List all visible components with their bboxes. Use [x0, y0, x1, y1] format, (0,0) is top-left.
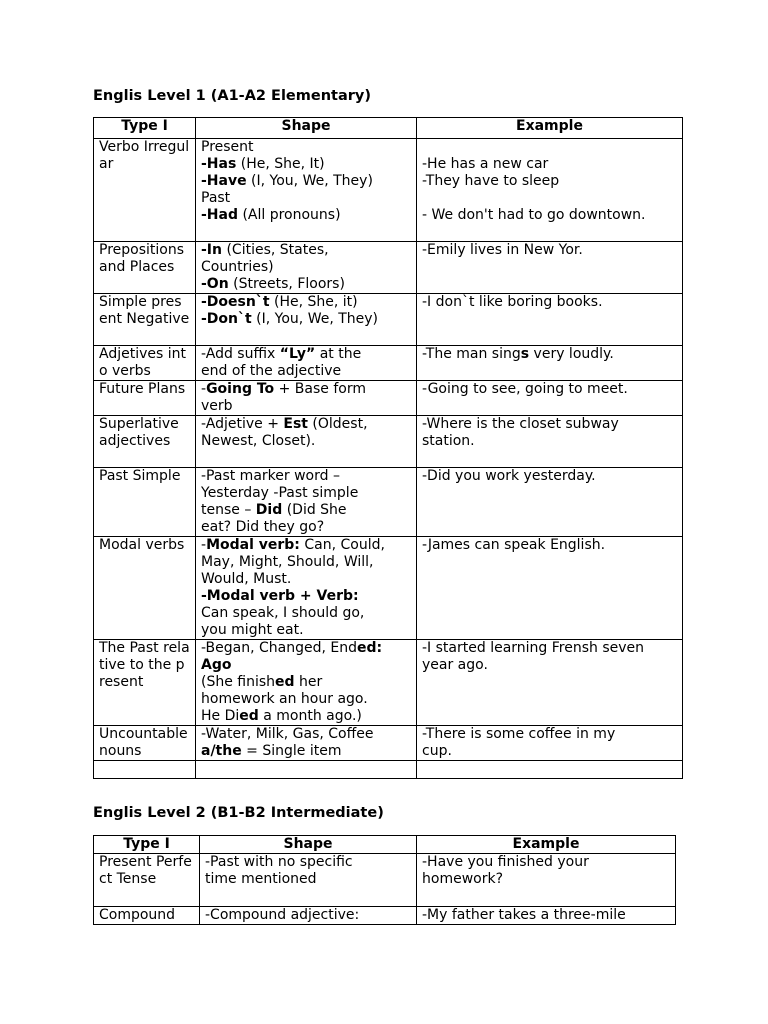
cell-line [201, 605, 411, 622]
text: -Water, Milk, Gas, Coffee [201, 726, 374, 742]
cell-line [422, 726, 677, 743]
text: (I, You, We, They) [246, 173, 373, 189]
text: -Compound adjective: [205, 907, 360, 923]
shape-cell [196, 242, 417, 294]
type-label: Superlative adjectives [99, 416, 179, 449]
cell-line [201, 173, 411, 190]
text: -My father takes a three-mile [422, 907, 626, 923]
example-cell [417, 761, 683, 779]
cell-line [205, 907, 411, 924]
cell-line [422, 190, 677, 207]
text: homework? [422, 871, 503, 887]
shape-cell [196, 416, 417, 468]
level1-grammar-table [93, 117, 683, 779]
cell-line [201, 259, 411, 276]
table-row [94, 761, 683, 779]
text: eat? Did they go? [201, 519, 325, 535]
cell-line [422, 207, 677, 224]
bold-text: ed: [357, 640, 383, 656]
cell-line [201, 743, 411, 760]
cell-line [422, 871, 670, 888]
example-cell [417, 294, 683, 346]
type-label: Simple present Negative [99, 294, 190, 327]
text: -Did you work yesterday. [422, 468, 596, 484]
cell-line [201, 416, 411, 433]
text: -Going to see, going to meet. [422, 381, 628, 397]
cell-line [201, 588, 411, 605]
cell-line [201, 519, 411, 536]
text: - [201, 537, 207, 553]
shape-cell [196, 726, 417, 761]
shape-cell [196, 537, 417, 640]
table-row [94, 294, 683, 346]
cell-line [422, 743, 677, 760]
text: at the [315, 346, 362, 362]
text: very loudly. [529, 346, 614, 362]
text: station. [422, 433, 475, 449]
text: Countries) [201, 259, 274, 275]
cell-line [201, 674, 411, 691]
type-cell [94, 761, 196, 779]
cell-line [205, 871, 411, 888]
cell-line [422, 640, 677, 657]
example-cell [417, 139, 683, 242]
bold-text: -In [201, 242, 222, 258]
column-header-shape: Shape [196, 118, 417, 139]
type-cell [94, 242, 196, 294]
cell-line [422, 416, 677, 433]
bold-text: Modal verb: [206, 537, 300, 553]
example-cell [417, 381, 683, 416]
table-row [94, 640, 683, 726]
type-cell [94, 346, 196, 381]
example-cell [417, 726, 683, 761]
type-cell [94, 726, 196, 761]
cell-line [422, 537, 677, 554]
text: -Add suffix [201, 346, 280, 362]
type-cell [94, 294, 196, 346]
text: -Began, Changed, End [201, 640, 358, 656]
text: time mentioned [205, 871, 317, 887]
text: end of the adjective [201, 363, 342, 379]
column-header-type: Type I [94, 836, 200, 854]
column-header-shape: Shape [200, 836, 417, 854]
text: you might eat. [201, 622, 304, 638]
level2-title: Englis Level 2 (B1-B2 Intermediate) [93, 805, 384, 821]
cell-line [201, 468, 411, 485]
text: (Streets, Floors) [228, 276, 345, 292]
bold-text: -Modal verb + Verb: [201, 588, 359, 604]
cell-line [422, 854, 670, 871]
cell-line [201, 242, 411, 259]
cell-line [201, 622, 411, 639]
type-cell [94, 468, 196, 537]
text: -The man sing [422, 346, 521, 362]
type-cell [94, 854, 200, 907]
table-row [94, 854, 676, 907]
cell-line [201, 657, 411, 674]
text: Newest, Closet). [201, 433, 316, 449]
text: a month ago.) [258, 708, 362, 724]
cell-line [201, 276, 411, 293]
shape-cell [200, 907, 417, 925]
bold-text: -Has [201, 156, 237, 172]
shape-cell [196, 381, 417, 416]
shape-cell [196, 346, 417, 381]
cell-line [201, 433, 411, 450]
bold-text: ed [275, 674, 295, 690]
cell-line [201, 381, 411, 398]
cell-line [201, 207, 411, 224]
bold-text: Ago [201, 657, 232, 673]
example-cell [417, 416, 683, 468]
text: Yesterday -Past simple [201, 485, 359, 501]
text: year ago. [422, 657, 488, 673]
cell-line [201, 363, 411, 380]
text: Can, Could, [299, 537, 385, 553]
bold-text: a/the [201, 743, 242, 759]
level2-grammar-table [93, 835, 676, 925]
bold-text: ed [239, 708, 259, 724]
example-cell [417, 537, 683, 640]
cell-line [201, 571, 411, 588]
shape-cell [196, 640, 417, 726]
table-row [94, 907, 676, 925]
shape-cell [200, 854, 417, 907]
text: -Have you finished your [422, 854, 589, 870]
bold-text: -Don`t [201, 311, 252, 327]
text: -There is some coffee in my [422, 726, 616, 742]
bold-text: Did [255, 502, 283, 518]
type-cell [94, 139, 196, 242]
cell-line [422, 381, 677, 398]
text: -They have to sleep [422, 173, 560, 189]
text: -Past marker word – [201, 468, 340, 484]
table-row [94, 242, 683, 294]
type-label: Uncountable nouns [99, 726, 188, 759]
cell-line [201, 726, 411, 743]
shape-cell [196, 468, 417, 537]
text: cup. [422, 743, 452, 759]
text: -Adjetive + [201, 416, 284, 432]
shape-cell [196, 761, 417, 779]
text: homework an hour ago. [201, 691, 368, 707]
shape-cell [196, 139, 417, 242]
cell-line [422, 173, 677, 190]
type-label: Present Perfect Tense [99, 854, 192, 887]
type-label: Prepositions and Places [99, 242, 185, 275]
cell-line [422, 139, 677, 156]
text: -James can speak English. [422, 537, 606, 553]
bold-text: s [520, 346, 530, 362]
example-cell [417, 346, 683, 381]
type-label: The Past relative to the present [99, 640, 190, 690]
bold-text: “Ly” [279, 346, 316, 362]
text: -He has a new car [422, 156, 549, 172]
type-cell [94, 381, 196, 416]
cell-line [201, 311, 411, 328]
text: -Past with no specific [205, 854, 353, 870]
text: (Oldest, [307, 416, 368, 432]
type-cell [94, 537, 196, 640]
column-header-example: Example [417, 836, 676, 854]
text: -I don`t like boring books. [422, 294, 603, 310]
type-cell [94, 640, 196, 726]
cell-line [422, 294, 677, 311]
example-cell [417, 242, 683, 294]
text: - We don't had to go downtown. [422, 207, 646, 223]
type-cell [94, 416, 196, 468]
cell-line [422, 468, 677, 485]
type-label: Modal verbs [99, 537, 185, 553]
type-label: Adjetives into verbs [99, 346, 186, 379]
table-row [94, 537, 683, 640]
bold-text: -Doesn`t [201, 294, 270, 310]
bold-text: Est [283, 416, 308, 432]
cell-line [201, 537, 411, 554]
cell-line [201, 691, 411, 708]
cell-line [201, 502, 411, 519]
cell-line [422, 156, 677, 173]
table-row [94, 416, 683, 468]
cell-line [201, 640, 411, 657]
text: (Cities, States, [222, 242, 329, 258]
cell-line [422, 346, 677, 363]
table-row [94, 381, 683, 416]
column-header-example: Example [417, 118, 683, 139]
text: Would, Must. [201, 571, 292, 587]
cell-line [201, 156, 411, 173]
bold-text: Going To [206, 381, 275, 397]
cell-line [201, 139, 411, 156]
text: Can speak, I should go, [201, 605, 365, 621]
cell-line [205, 854, 411, 871]
text: (All pronouns) [238, 207, 341, 223]
table-row [94, 468, 683, 537]
text: (He, She, it) [269, 294, 358, 310]
cell-line [201, 190, 411, 207]
table-row [94, 139, 683, 242]
cell-line [201, 554, 411, 571]
example-cell [417, 907, 676, 925]
type-label: Future Plans [99, 381, 186, 397]
cell-line [201, 708, 411, 725]
text: -Where is the closet subway [422, 416, 619, 432]
text: her [294, 674, 323, 690]
text: (She finish [201, 674, 276, 690]
cell-line [422, 433, 677, 450]
type-cell [94, 907, 200, 925]
text: - [201, 381, 207, 397]
bold-text: -Had [201, 207, 238, 223]
level1-header-row [94, 118, 683, 139]
text: + Base form [274, 381, 366, 397]
example-cell [417, 468, 683, 537]
example-cell [417, 854, 676, 907]
bold-text: -Have [201, 173, 247, 189]
text: = Single item [241, 743, 342, 759]
bold-text: -On [201, 276, 229, 292]
level1-title: Englis Level 1 (A1-A2 Elementary) [93, 88, 371, 104]
table-row [94, 726, 683, 761]
level2-header-row [94, 836, 676, 854]
text: (Did She [282, 502, 347, 518]
cell-line [201, 346, 411, 363]
type-label: Verbo Irregular [99, 139, 190, 172]
cell-line [201, 485, 411, 502]
type-label: Past Simple [99, 468, 181, 484]
cell-line [422, 657, 677, 674]
text: tense – [201, 502, 256, 518]
table-row [94, 346, 683, 381]
text: -I started learning Frensh seven [422, 640, 645, 656]
column-header-type: Type I [94, 118, 196, 139]
cell-line [422, 242, 677, 259]
text: -Emily lives in New Yor. [422, 242, 583, 258]
cell-line [422, 907, 670, 924]
text: He Di [201, 708, 240, 724]
shape-cell [196, 294, 417, 346]
cell-line [201, 294, 411, 311]
type-label: Compound [99, 907, 176, 923]
text: (I, You, We, They) [251, 311, 379, 327]
text: verb [201, 398, 233, 414]
text: Present [201, 139, 254, 155]
cell-line [201, 398, 411, 415]
example-cell [417, 640, 683, 726]
text: May, Might, Should, Will, [201, 554, 374, 570]
text: (He, She, It) [236, 156, 325, 172]
text: Past [201, 190, 231, 206]
